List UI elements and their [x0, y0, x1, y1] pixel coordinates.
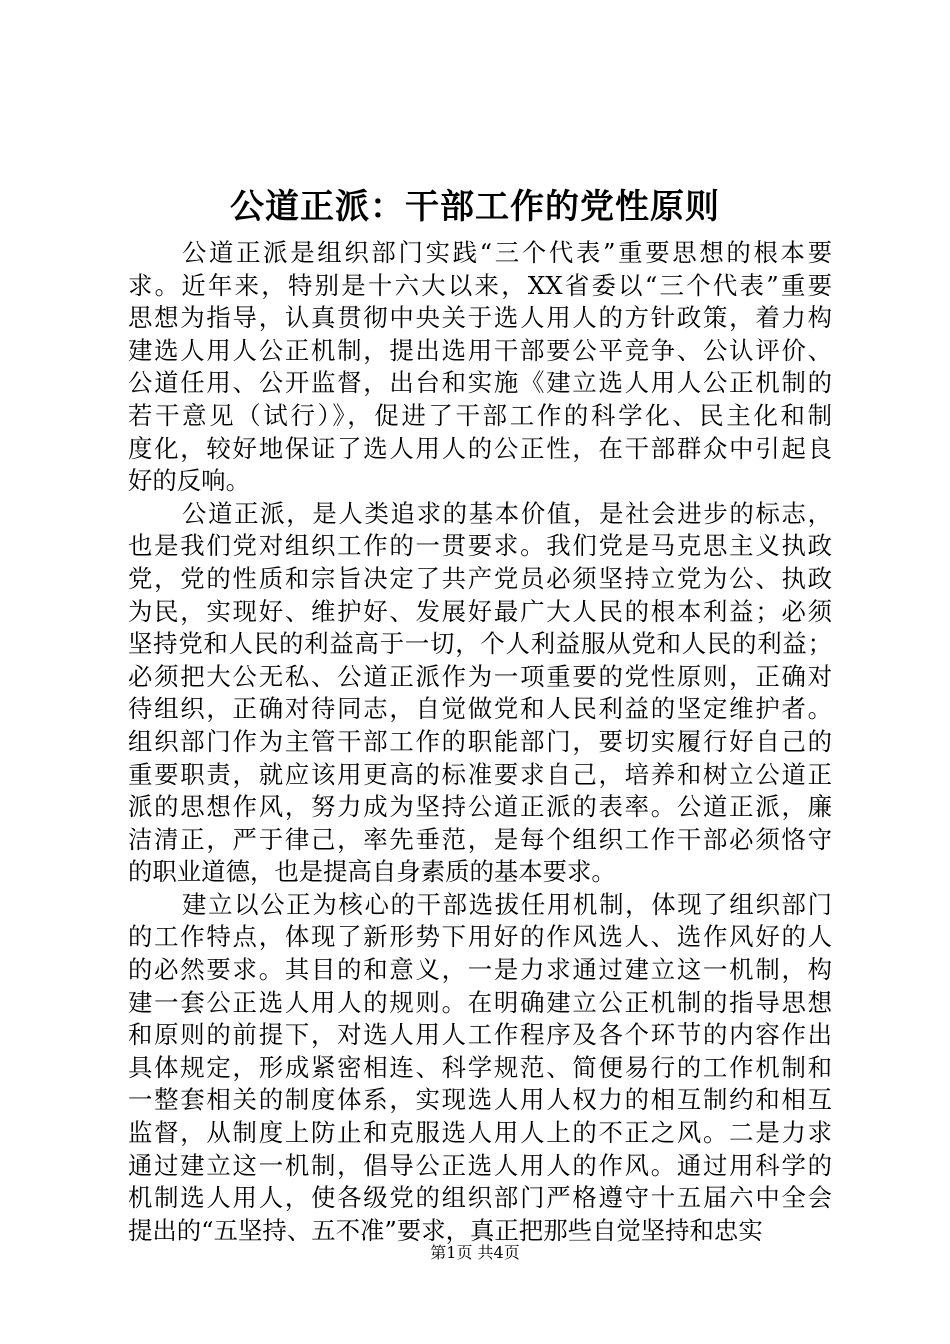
paragraph-line: 思想为指导，认真贯彻中央关于选人用人的方针政策，着力构	[128, 303, 832, 333]
paragraph-line: 公道正派，是人类追求的基本价值，是社会进步的标志，	[182, 498, 832, 528]
paragraph-line: 提出的“五坚持、五不准”要求，真正把那些自觉坚持和忠实	[128, 1215, 763, 1245]
paragraph-line: 具体规定，形成紧密相连、科学规范、简便易行的工作机制和	[128, 1052, 832, 1082]
paragraph-line: 建立以公正为核心的干部选拔任用机制，体现了组织部门	[182, 889, 832, 919]
page-footer: 第1页 共4页	[430, 1243, 520, 1262]
paragraph-line: 度化，较好地保证了选人用人的公正性，在干部群众中引起良	[128, 433, 832, 463]
paragraph	[128, 498, 832, 889]
paragraph-line: 若干意见（试行）》，促进了干部工作的科学化、民主化和制	[128, 400, 832, 430]
paragraph-line: 必须把大公无私、公道正派作为一项重要的党性原则，正确对	[128, 661, 832, 691]
document-body	[128, 237, 832, 1247]
paragraph-line: 党，党的性质和宗旨决定了共产党员必须坚持立党为公、执政	[128, 563, 832, 593]
paragraph-line: 组织部门作为主管干部工作的职能部门，要切实履行好自己的	[128, 726, 832, 756]
paragraph-line: 求。近年来，特别是十六大以来，XX省委以“三个代表”重要	[128, 270, 832, 300]
paragraph-line: 待组织，正确对待同志，自觉做党和人民利益的坚定维护者。	[128, 694, 832, 724]
paragraph-line: 也是我们党对组织工作的一贯要求。我们党是马克思主义执政	[128, 531, 832, 561]
paragraph-line: 和原则的前提下，对选人用人工作程序及各个环节的内容作出	[128, 1020, 832, 1050]
paragraph-line: 派的思想作风，努力成为坚持公道正派的表率。公道正派，廉	[128, 792, 832, 822]
paragraph-line: 通过建立这一机制，倡导公正选人用人的作风。通过用科学的	[128, 1150, 832, 1180]
document-title: 公道正派：干部工作的党性原则	[230, 187, 720, 227]
paragraph-line: 坚持党和人民的利益高于一切，个人利益服从党和人民的利益；	[128, 629, 832, 659]
paragraph-line: 机制选人用人，使各级党的组织部门严格遵守十五届六中全会	[128, 1183, 832, 1213]
paragraph-line: 的必然要求。其目的和意义，一是力求通过建立这一机制，构	[128, 955, 832, 985]
paragraph-line: 建选人用人公正机制，提出选用干部要公平竞争、公认评价、	[128, 335, 832, 365]
paragraph-line: 一整套相关的制度体系，实现选人用人权力的相互制约和相互	[128, 1085, 832, 1115]
paragraph	[128, 889, 832, 1248]
paragraph-line: 公道任用、公开监督，出台和实施《建立选人用人公正机制的	[128, 368, 832, 398]
paragraph-line: 的职业道德，也是提高自身素质的基本要求。	[128, 857, 616, 887]
paragraph	[128, 237, 832, 498]
paragraph-line: 重要职责，就应该用更高的标准要求自己，培养和树立公道正	[128, 759, 832, 789]
paragraph-line: 监督，从制度上防止和克服选人用人上的不正之风。二是力求	[128, 1118, 832, 1148]
paragraph-line: 好的反响。	[128, 466, 250, 496]
paragraph-line: 公道正派是组织部门实践“三个代表”重要思想的根本要	[182, 238, 832, 267]
paragraph-line: 建一套公正选人用人的规则。在明确建立公正机制的指导思想	[128, 987, 832, 1017]
paragraph-line: 洁清正，严于律己，率先垂范，是每个组织工作干部必须恪守	[128, 824, 832, 854]
paragraph-line: 的工作特点，体现了新形势下用好的作风选人、选作风好的人	[128, 922, 832, 952]
paragraph-line: 为民，实现好、维护好、发展好最广大人民的根本利益；必须	[128, 596, 832, 626]
